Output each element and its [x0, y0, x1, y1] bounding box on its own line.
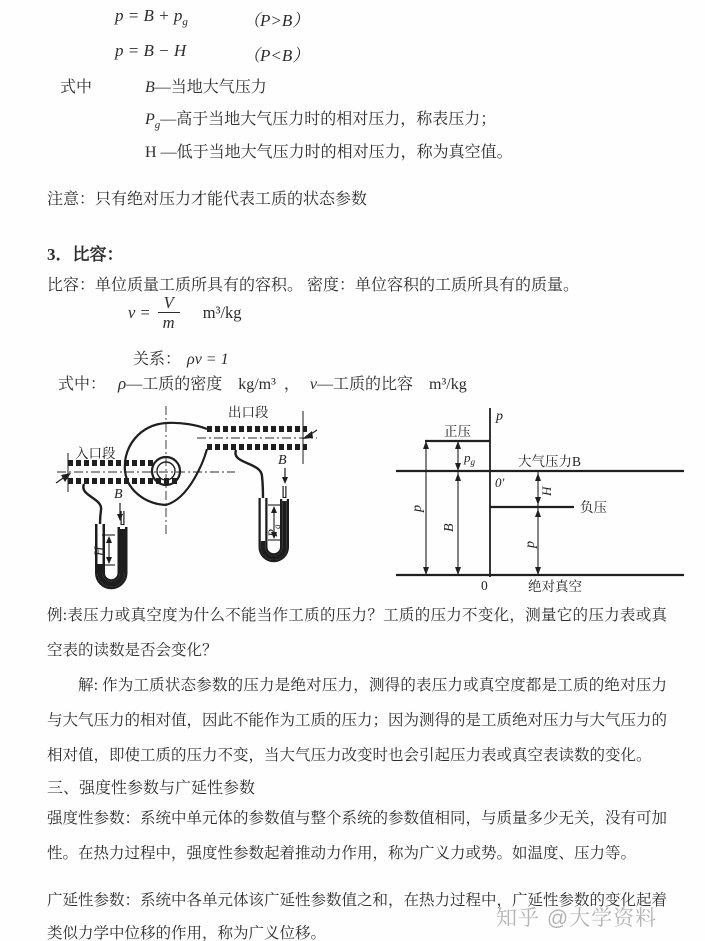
definition-h-text: —低于当地大气压力时的相对压力，称为真空值。 — [156, 144, 513, 161]
vacuum-height-label: H — [539, 486, 554, 496]
units-line — [58, 371, 467, 394]
definition-h-symbol: H — [145, 144, 157, 161]
definition-b-symbol: B — [145, 79, 155, 96]
intensive-paragraph: 强度性参数：系统中单元体的参数值与整个系统的参数值相同，与质量多少无关，没有可加性。在热力过程中，强度性参数起着推动力作用，称为广义力或势。如温度、压力等。 — [47, 810, 668, 862]
inlet-label: 入口段 — [75, 446, 116, 461]
right-manometer-tube-connector — [235, 450, 263, 498]
example-solution: 解: 作为工质状态参数的压力是绝对压力，测得的表压力或真空度都是工质的绝对压力与大气压力的相对值，因此不能作为工质的压力；因为测得的是工质绝对压力与大气压力的相对值，即使工质的压力不变，当大气压力改变时也会引起压力表或真空表读数的变化。 — [47, 677, 668, 764]
relation-line — [133, 346, 229, 369]
veq-fraction — [158, 293, 180, 332]
veq-numerator: V — [158, 293, 180, 313]
formula-gauge-condition: （P>B） — [243, 11, 310, 30]
v-symbol: v — [309, 376, 318, 393]
units-separator: ， — [283, 376, 300, 393]
definition-pg: $P_g—$高于当地大气压力时的相对压力，称表压力； — [145, 111, 497, 131]
formula-vacuum: p = B − H — [115, 41, 187, 60]
definition-b-text: —当地大气压力 — [154, 79, 267, 96]
v-unit: m³/kg — [429, 376, 467, 393]
extensive-paragraph: 广延性参数：系统中各单元体该广延性参数值之和，在热力过程中，广延性参数的变化起着类似力学中位移的作用，称为广义位移。 — [47, 892, 668, 941]
note-line: 注意：只有绝对压力才能代表工质的状态参数 — [47, 191, 368, 208]
definition-b — [145, 74, 267, 99]
outlet-flow-arrow — [302, 431, 313, 439]
b-right-label: B — [278, 453, 287, 468]
watermark: 知乎 @大学资料 — [496, 907, 658, 930]
v-text: —工质的比容 — [317, 376, 414, 393]
h-label: H — [91, 546, 106, 556]
formula-gauge — [115, 6, 188, 28]
pg-dim-arrow-up — [271, 506, 277, 513]
section3-intro: 比容：单位质量工质所具有的容积。 密度：单位容积的工质所具有的质量。 — [47, 277, 580, 294]
fan-manometer-diagram — [55, 398, 320, 598]
absolute-vacuum-label: 绝对真空 — [528, 579, 582, 594]
zero-label: 0 — [481, 578, 488, 593]
origin-prime-label: 0′ — [495, 475, 505, 490]
gauge-pressure-label: $p_g$ — [464, 450, 475, 467]
definition-pg-text: —高于当地大气压力时的相对压力，称表压力； — [160, 111, 497, 128]
b-right-arrow — [282, 477, 288, 484]
rho-text: —工质的密度 — [126, 376, 223, 393]
fan-centerlines — [57, 406, 317, 536]
outlet-label: 出口段 — [228, 405, 269, 420]
parameters-heading: 三、强度性参数与广延性参数 — [47, 780, 256, 797]
definition-h — [145, 139, 513, 164]
veq-lhs: v = — [128, 302, 151, 322]
absolute-pressure-left-label: p — [410, 505, 425, 512]
barometric-label: B — [442, 523, 457, 532]
where-label: 式中 — [60, 79, 93, 96]
relation-label: 关系： — [133, 351, 182, 368]
definition-pg-symbol: P — [145, 111, 155, 128]
negative-pressure-label: 负压 — [580, 500, 607, 515]
rho-unit: kg/m³ — [238, 376, 276, 393]
veq-unit: m³/kg — [202, 302, 242, 322]
p-axis-label: p — [496, 409, 503, 424]
atmospheric-pressure-label: 大气压力B — [518, 454, 582, 469]
pressure-levels-diagram — [388, 400, 698, 595]
relation-equation: ρv = 1 — [187, 351, 229, 368]
rho-symbol: ρ — [118, 374, 127, 393]
absolute-pressure-right-label: p — [523, 541, 538, 548]
formula-gauge-main: p = B + p — [115, 6, 183, 25]
formula-vacuum-condition: （P<B） — [243, 46, 310, 65]
h-dim-arrow-up — [106, 536, 112, 543]
example-question: 例:表压力或真空度为什么不能当作工质的压力？工质的压力不变化，测量它的压力表或真空表的读数是否会变化？ — [47, 607, 667, 659]
specific-volume-equation — [128, 293, 242, 332]
example-block — [47, 598, 667, 773]
veq-denominator: m — [162, 313, 175, 332]
positive-pressure-label: 正压 — [444, 424, 471, 439]
h-dim-arrow-down — [106, 557, 112, 564]
units-where-label: 式中： — [58, 376, 107, 393]
left-manometer-tube-connector — [83, 484, 101, 524]
pg-label: $P_g$ — [265, 524, 282, 537]
section3-heading: 3．比容： — [47, 245, 124, 264]
b-left-label: B — [114, 487, 123, 502]
formula-gauge-subscript: g — [182, 16, 188, 28]
